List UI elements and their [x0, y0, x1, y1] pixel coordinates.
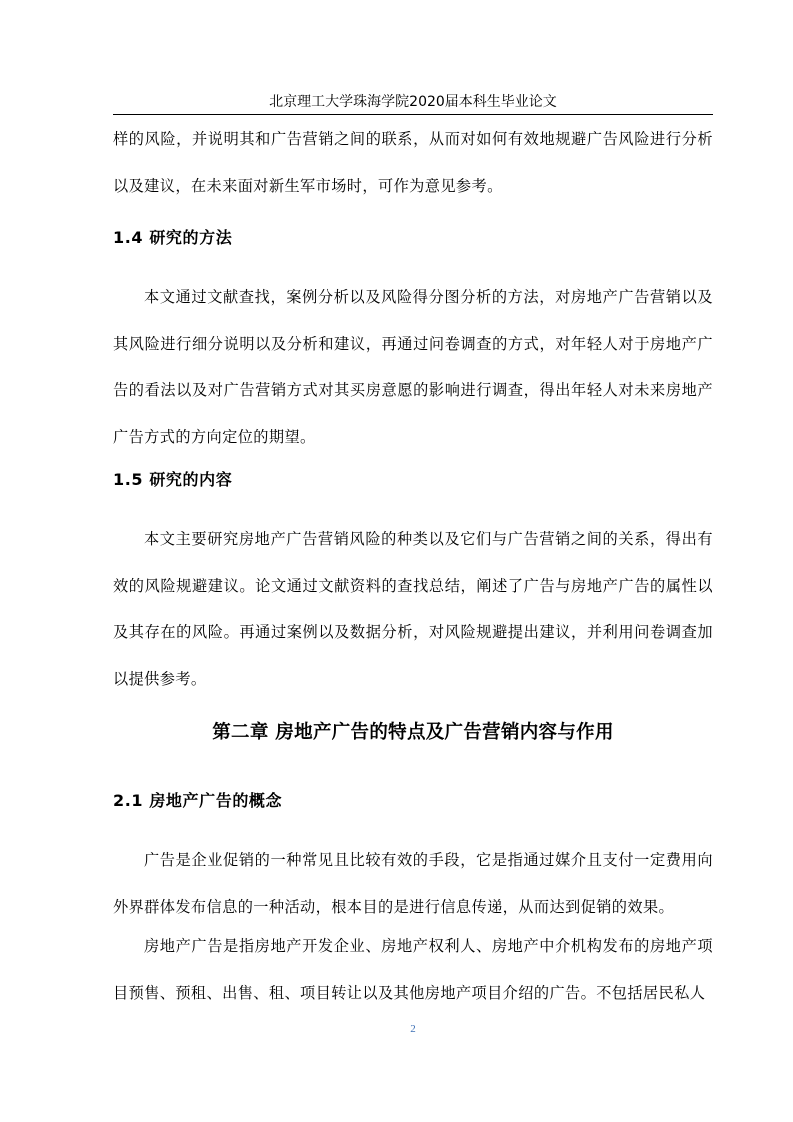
paragraph-research-content: 本文主要研究房地产广告营销风险的种类以及它们与广告营销之间的关系，得出有效的风险规避建议。论文通过文献资料的查找总结，阐述了广告与房地产广告的属性以及其存在的风险。再通过案例以及数据分析，对风险规避提出建议，并利用问卷调查加以提供参考。	[113, 530, 713, 688]
paragraph-research-method: 本文通过文献查找，案例分析以及风险得分图分析的方法，对房地产广告营销以及其风险进行细分说明以及分析和建议，再通过问卷调查的方式，对年轻人对于房地产广告的看法以及对广告营销方式对其买房意愿的影响进行调查，得出年轻人对未来房地产广告方式的方向定位的期望。	[113, 288, 713, 446]
header-rule	[113, 114, 713, 115]
running-header: 北京理工大学珠海学院2020届本科生毕业论文	[269, 94, 557, 110]
paragraph-advertising-definition: 广告是企业促销的一种常见且比较有效的手段，它是指通过媒介且支付一定费用向外界群体发布信息的一种活动，根本目的是进行信息传递，从而达到促销的效果。	[113, 851, 713, 916]
paragraph-real-estate-ad-definition: 房地产广告是指房地产开发企业、房地产权利人、房地产中介机构发布的房地产项目预售、预租、出售、租、项目转让以及其他房地产项目介绍的广告。不包括居民私人	[113, 937, 713, 1002]
section-heading-1-5: 1.5 研究的内容	[113, 470, 233, 489]
section-heading-2-1: 2.1 房地产广告的概念	[113, 791, 283, 810]
section-heading-1-4: 1.4 研究的方法	[113, 228, 233, 247]
continued-paragraph: 样的风险，并说明其和广告营销之间的联系，从而对如何有效地规避广告风险进行分析以及建议，在未来面对新生军市场时，可作为意见参考。	[113, 130, 713, 195]
chapter-heading-2: 第二章 房地产广告的特点及广告营销内容与作用	[212, 722, 614, 743]
page-number: 2	[410, 1023, 416, 1035]
